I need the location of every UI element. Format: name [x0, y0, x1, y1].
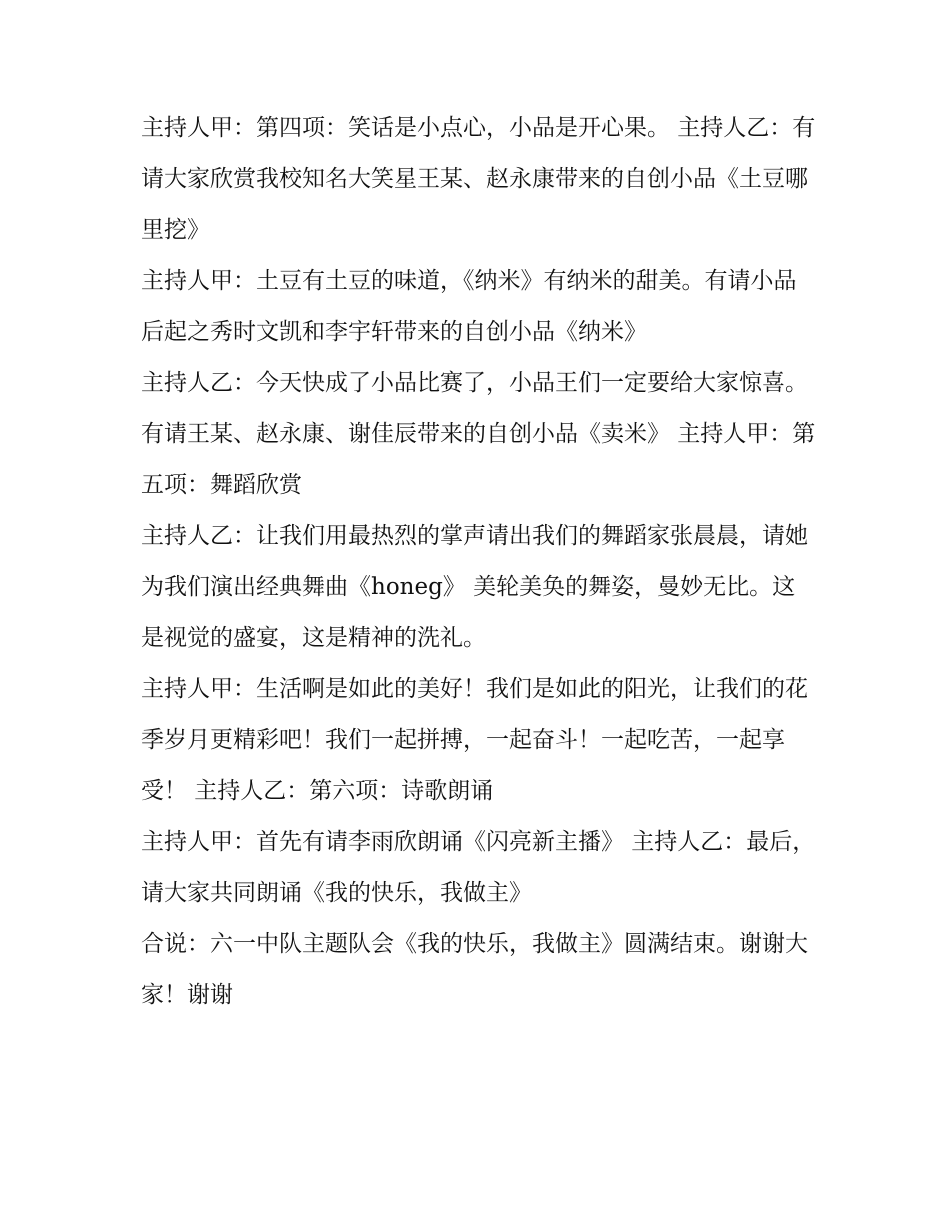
paragraph-closing: 合说：六一中队主题队会《我的快乐，我做主》圆满结束。谢谢大家！谢谢	[141, 931, 808, 1008]
paragraph-host-a-nano: 主持人甲：土豆有土豆的味道，《纳米》有纳米的甜美。有请小品后起之秀时文凯和李宇轩带来的自创小品《纳米》	[141, 268, 797, 345]
paragraph-host-b-dance: 主持人乙：让我们用最热烈的掌声请出我们的舞蹈家张晨晨，请她为我们演出经典舞曲《honeg》 美轮美奂的舞姿，曼妙无比。这是视觉的盛宴，这是精神的洗礼。	[141, 523, 808, 651]
paragraph-host-a-recitation: 主持人甲：首先有请李雨欣朗诵《闪亮新主播》 主持人乙：最后，请大家共同朗诵《我的快乐，我做主》	[141, 829, 816, 906]
document-body	[141, 103, 816, 1021]
paragraph-host-a-life: 主持人甲：生活啊是如此的美好！我们是如此的阳光，让我们的花季岁月更精彩吧！我们一起拼搏，一起奋斗！一起吃苦，一起享受！ 主持人乙：第六项：诗歌朗诵	[141, 676, 808, 804]
paragraph-host-b-sketch-contest: 主持人乙：今天快成了小品比赛了，小品王们一定要给大家惊喜。有请王某、赵永康、谢佳辰带来的自创小品《卖米》 主持人甲：第五项：舞蹈欣赏	[141, 370, 816, 498]
paragraph-host-a-item-four: 主持人甲：第四项：笑话是小点心，小品是开心果。 主持人乙：有请大家欣赏我校知名大笑星王某、赵永康带来的自创小品《土豆哪里挖》	[141, 115, 816, 243]
